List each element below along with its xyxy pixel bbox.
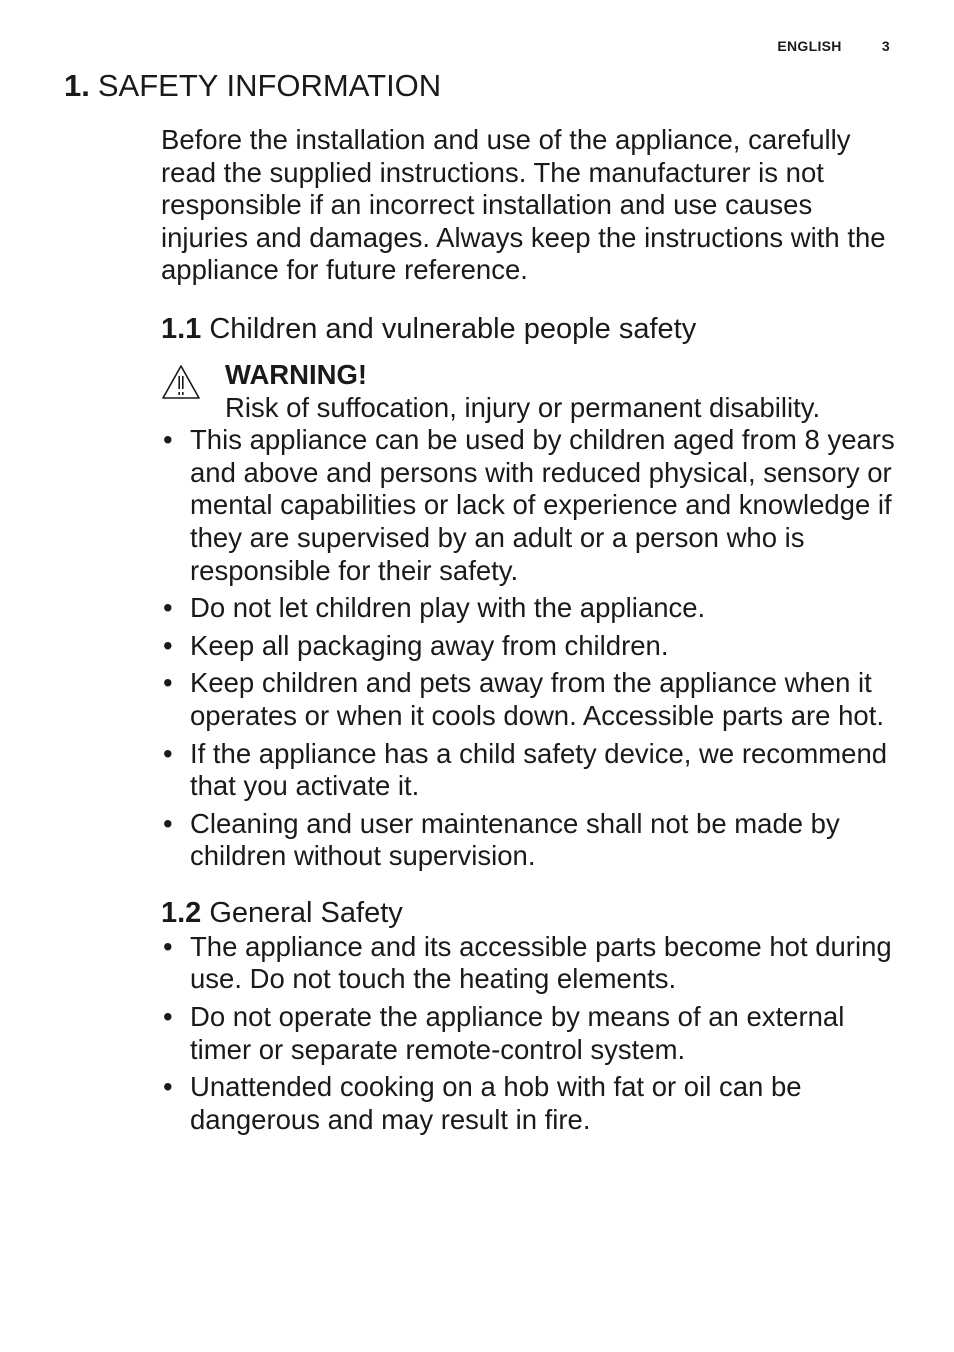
warning-title: WARNING! — [225, 358, 368, 390]
list-item: • Keep all packaging away from children. — [163, 629, 669, 661]
main-content — [161, 124, 901, 1141]
section-title-children-safety — [161, 311, 901, 347]
warning-text-block — [225, 359, 820, 424]
list-item: • Keep children and pets away from the appliance when it operates or when it cools down. Accessible parts are hot. — [163, 667, 884, 731]
language-label: ENGLISH — [777, 38, 842, 54]
chapter-number: 1. — [64, 68, 90, 103]
list-item: • This appliance can be used by children aged from 8 years and above and persons with reduced physical, sensory or mental capabilities or lack of experience and knowledge if they are supervised by an adult or a person who is responsible for their safety. — [163, 424, 895, 586]
list-item: • Unattended cooking on a hob with fat or oil can be dangerous and may result in fire. — [163, 1071, 802, 1135]
general-safety-list — [161, 931, 901, 1137]
bullet: • — [163, 424, 173, 456]
bullet: • — [163, 1071, 173, 1103]
warning-text: Risk of suffocation, injury or permanent disability. — [225, 391, 821, 423]
list-item: • The appliance and its accessible parts become hot during use. Do not touch the heating elements. — [163, 930, 892, 995]
bullet: • — [163, 807, 173, 839]
warning-box — [161, 359, 901, 424]
page-header — [777, 38, 890, 54]
section-title-text: Children and vulnerable people safety — [209, 312, 697, 345]
bullet: • — [163, 930, 173, 962]
list-item: • Do not let children play with the appliance. — [163, 592, 706, 624]
section-number: 1.2 — [161, 896, 202, 929]
list-item: • If the appliance has a child safety device, we recommend that you activate it. — [163, 737, 888, 802]
bullet: • — [163, 629, 173, 661]
chapter-title-text: SAFETY INFORMATION — [97, 68, 442, 103]
list-item: • Do not operate the appliance by means of an external timer or separate remote-control system. — [163, 1001, 845, 1065]
bullet: • — [163, 667, 173, 699]
children-safety-list — [161, 424, 901, 873]
bullet: • — [163, 1001, 173, 1033]
intro-paragraph: Before the installation and use of the appliance, carefully read the supplied instructions. The manufacturer is not responsible if an incorrect installation and use causes injuries and damages. Always keep the instructions with the appliance for future reference. — [161, 124, 886, 286]
page-number: 3 — [881, 38, 890, 54]
section-title-general-safety — [161, 895, 901, 931]
warning-triangle-icon — [161, 364, 201, 400]
section-number: 1.1 — [161, 312, 202, 345]
section-title-text: General Safety — [209, 896, 403, 929]
chapter-title — [64, 68, 441, 104]
bullet: • — [163, 592, 173, 624]
bullet: • — [163, 737, 173, 769]
list-item: • Cleaning and user maintenance shall not be made by children without supervision. — [163, 807, 840, 872]
